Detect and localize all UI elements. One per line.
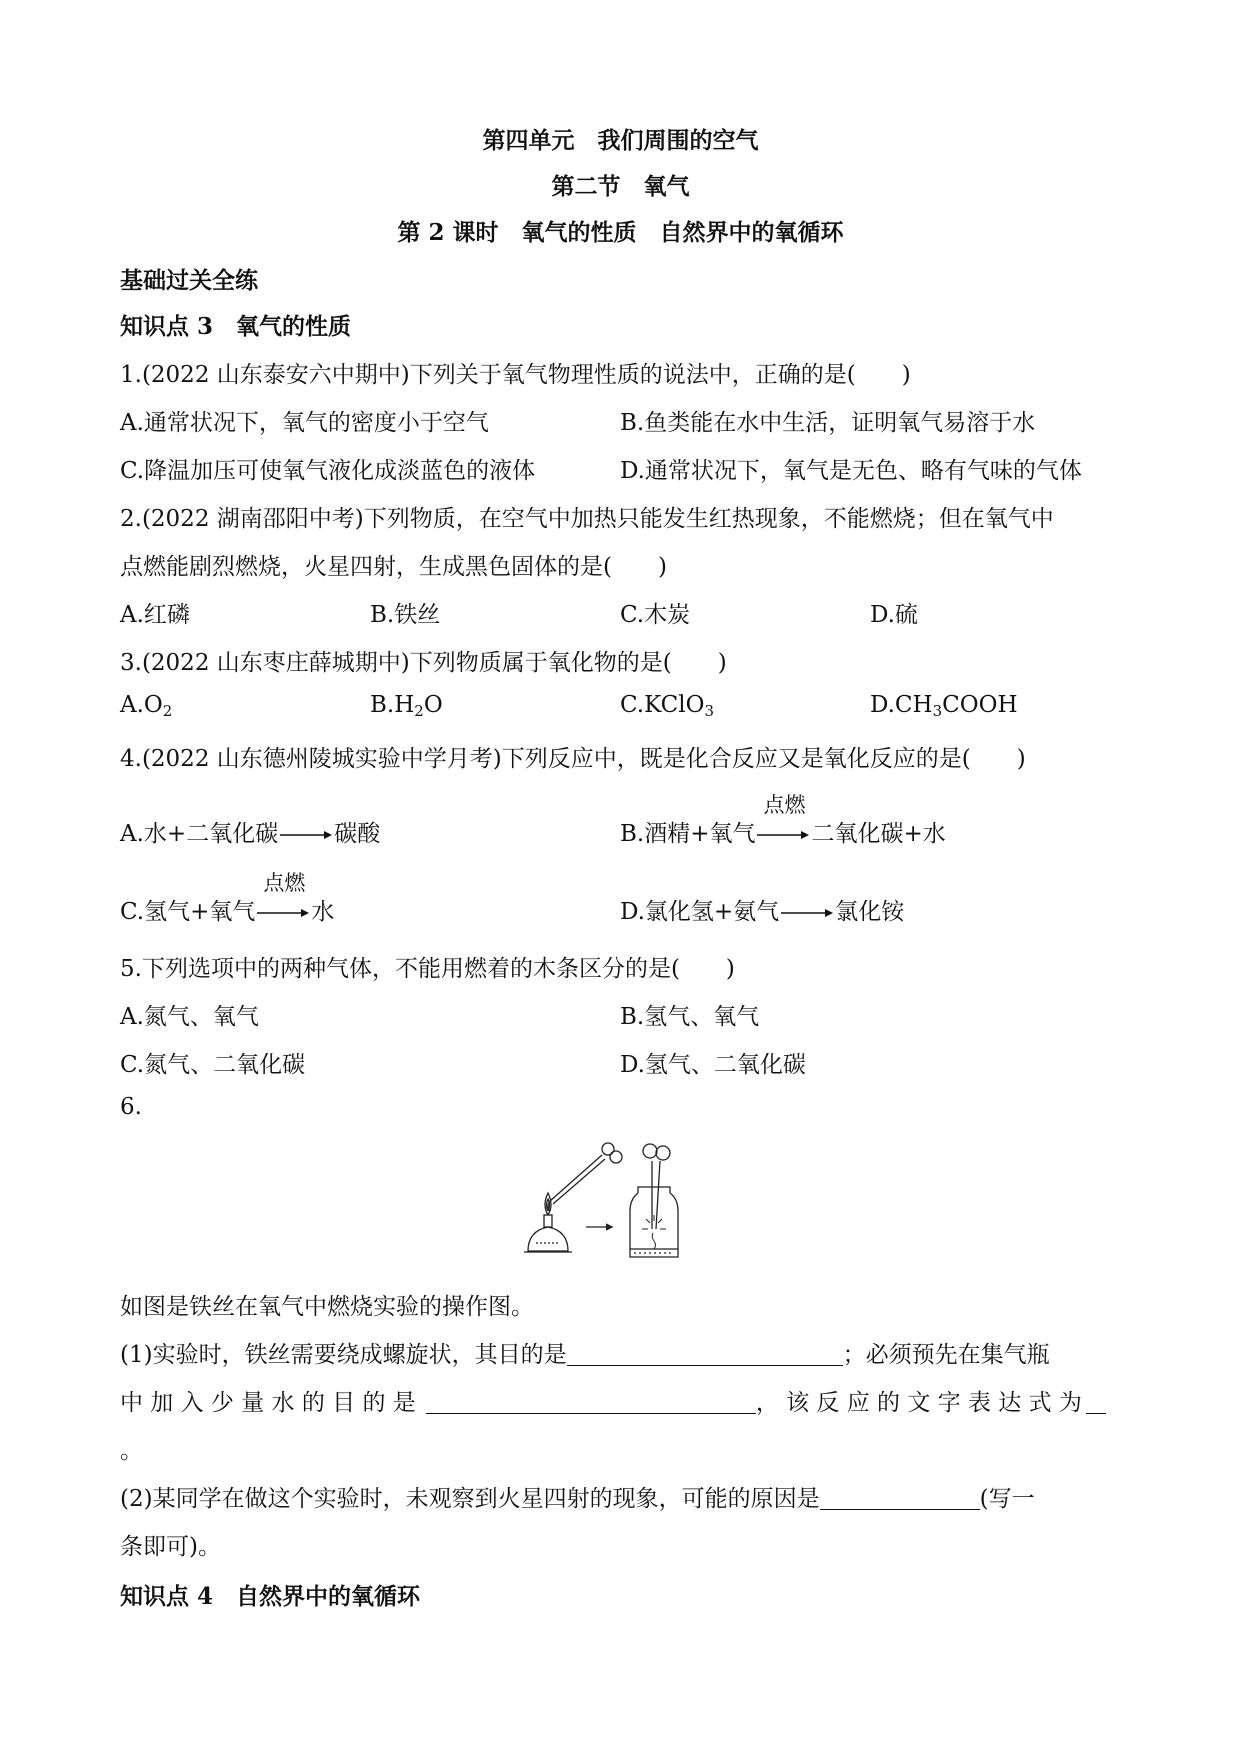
q3-c-subscript: 3 (704, 702, 715, 720)
answer-blank-3[interactable] (1086, 1389, 1106, 1414)
q5-option-c: C.氮气、二氧化碳 (120, 1052, 306, 1078)
q6-part2-line1 (120, 1480, 1035, 1513)
q2-stem-line1: 2.(2022 湖南邵阳中考)下列物质，在空气中加热只能发生红热现象，不能燃烧；但在氧气中 (120, 506, 1054, 532)
q3-stem: 3.(2022 山东枣庄薛城期中)下列物质属于氧化物的是( ) (120, 650, 727, 676)
q4-b-reactants: B.酒精+氧气 (620, 821, 756, 847)
q3-d-formula-end: COOH (942, 692, 1018, 718)
answer-blank-1[interactable] (567, 1341, 843, 1366)
q6-part1-text-a: (1)实验时，铁丝需要绕成螺旋状，其目的是 (120, 1342, 567, 1368)
q6-part2-text-b: (写一 (979, 1486, 1035, 1512)
q1-option-b: B.鱼类能在水中生活，证明氧气易溶于水 (620, 410, 1036, 436)
reaction-arrow-icon (755, 793, 811, 847)
q3-option-d (870, 692, 1018, 718)
unit-title: 第四单元 我们周围的空气 (482, 127, 759, 154)
q2-option-c: C.木炭 (620, 602, 691, 628)
q2-option-d: D.硫 (870, 602, 918, 628)
q1-option-d: D.通常状况下，氧气是无色、略有气味的气体 (620, 458, 1082, 484)
q4-stem: 4.(2022 山东德州陵城实验中学月考)下列反应中，既是化合反应又是氧化反应的是( ) (120, 746, 1026, 772)
q6-part1-line2 (120, 1384, 1106, 1417)
q3-d-formula: D.CH (870, 692, 933, 718)
q5-option-b: B.氢气、氧气 (620, 1004, 760, 1030)
answer-blank-4[interactable] (820, 1485, 980, 1510)
reaction-arrow-icon (255, 871, 311, 925)
q4-c-product: 水 (311, 899, 335, 925)
q3-option-c (620, 692, 714, 718)
q4-option-d (620, 893, 904, 926)
q3-a-subscript: 2 (162, 702, 173, 720)
iron-wire-experiment-figure (520, 1135, 720, 1270)
q3-option-a (120, 692, 172, 718)
reaction-arrow-icon (779, 901, 835, 925)
q3-b-formula-end: O (423, 692, 443, 718)
q1-option-c: C.降温加压可使氧气液化成淡蓝色的液体 (120, 458, 536, 484)
q4-b-products: 二氧化碳+水 (811, 821, 946, 847)
section-title: 第二节 氧气 (551, 173, 690, 200)
q2-stem-line2: 点燃能剧烈燃烧，火星四射，生成黑色固体的是( ) (120, 554, 667, 580)
q6-part1-text-b: ；必须预先在集气瓶 (842, 1342, 1050, 1368)
q4-option-c (120, 871, 335, 926)
knowledge-point-3: 知识点 3 氧气的性质 (120, 313, 352, 340)
q6-part1-text-c: 中 加 入 少 量 水 的 目 的 是 (120, 1390, 416, 1416)
q6-part1-text-d: ， 该 反 应 的 文 字 表 达 式 为 (755, 1390, 1082, 1416)
q4-b-condition: 点燃 (763, 793, 806, 817)
answer-blank-2[interactable] (426, 1389, 756, 1414)
knowledge-point-4: 知识点 4 自然界中的氧循环 (120, 1583, 421, 1610)
q3-a-formula: A.O (120, 692, 163, 718)
q2-option-a: A.红磷 (120, 602, 190, 628)
q6-part2-text-a: (2)某同学在做这个实验时，未观察到火星四射的现象，可能的原因是 (120, 1486, 820, 1512)
q2-option-b: B.铁丝 (370, 602, 441, 628)
q3-d-subscript: 3 (932, 702, 943, 720)
q4-d-product: 氯化铵 (835, 899, 905, 925)
q6-intro: 如图是铁丝在氧气中燃烧实验的操作图。 (120, 1294, 534, 1320)
lesson-title: 第 2 课时 氧气的性质 自然界中的氧循环 (397, 219, 844, 246)
q4-c-reactants: C.氢气+氧气 (120, 899, 256, 925)
q3-option-b (370, 692, 443, 718)
process-arrow-icon (586, 1224, 612, 1230)
q6-part2-line2: 条即可)。 (120, 1534, 221, 1560)
part-label: 基础过关全练 (120, 267, 258, 294)
alcohol-lamp-icon (524, 1193, 572, 1252)
q4-c-condition: 点燃 (263, 871, 306, 895)
gas-bottle-icon (630, 1187, 678, 1257)
q3-c-formula: C.KClO (620, 692, 705, 718)
q6-part1-end: 。 (120, 1438, 143, 1464)
reaction-arrow-icon (278, 823, 334, 847)
q4-a-reactants: A.水+二氧化碳 (120, 821, 279, 847)
q4-option-b (620, 793, 946, 848)
q1-stem: 1.(2022 山东泰安六中期中)下列关于氧气物理性质的说法中，正确的是( ) (120, 362, 911, 388)
q5-option-a: A.氮气、氧气 (120, 1004, 259, 1030)
q6-part1-line1 (120, 1336, 1050, 1369)
q4-d-reactants: D.氯化氢+氨气 (620, 899, 780, 925)
crucible-tongs-icon (548, 1143, 622, 1211)
q5-option-d: D.氢气、二氧化碳 (620, 1052, 806, 1078)
q6-number: 6. (120, 1094, 142, 1120)
q5-stem: 5.下列选项中的两种气体，不能用燃着的木条区分的是( ) (120, 956, 735, 982)
q3-b-formula: B.H (370, 692, 415, 718)
q4-option-a (120, 815, 380, 848)
q1-option-a: A.通常状况下，氧气的密度小于空气 (120, 410, 489, 436)
q3-b-subscript: 2 (414, 702, 424, 720)
q4-a-product: 碳酸 (334, 821, 381, 847)
